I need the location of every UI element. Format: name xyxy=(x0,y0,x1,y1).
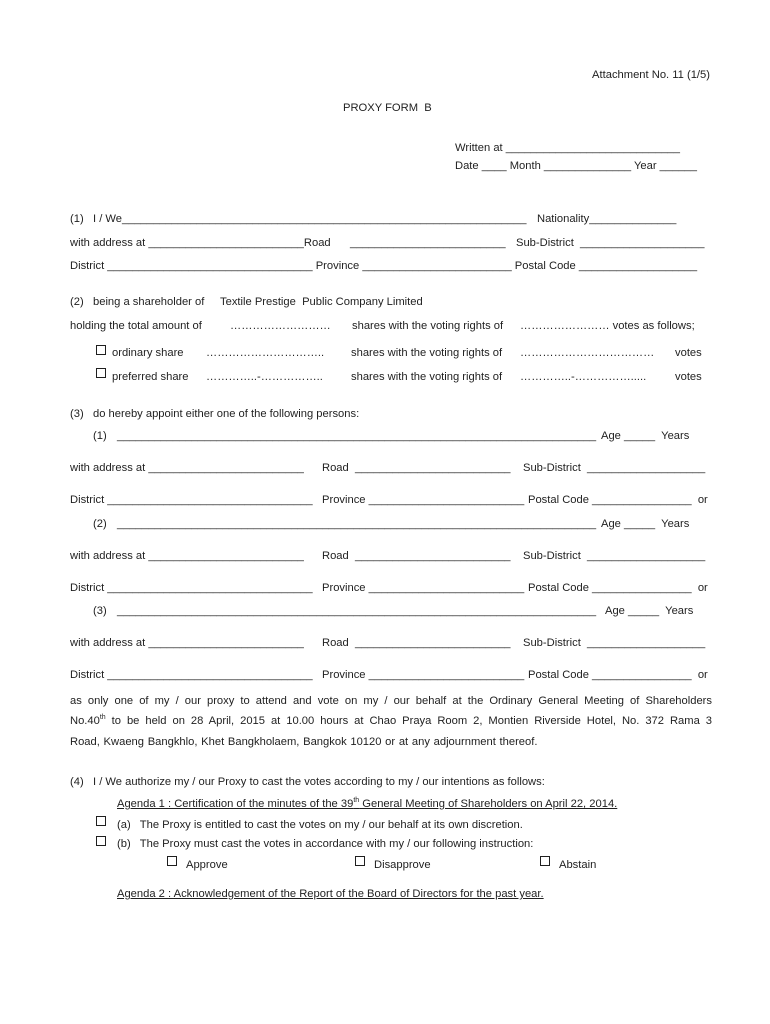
meeting-paragraph-line3: Road, Kwaeng Bangkhlo, Khet Bangkholaem, Bangkok 10120 or at any adjournment thereof. xyxy=(70,736,538,748)
proxy-district-field[interactable]: District _________________________________ xyxy=(70,494,313,506)
proxy-age-field[interactable]: Age _____ Years xyxy=(601,430,690,442)
proxy-age-field[interactable]: Age _____ Years xyxy=(605,605,694,617)
ordinary-shares-field[interactable]: ………………………….. xyxy=(206,347,325,359)
proxy-province-field[interactable]: Province _________________________ xyxy=(322,494,525,506)
proxy-province-field[interactable]: Province _________________________ xyxy=(322,669,525,681)
option-a-label: (a) The Proxy is entitled to cast the votes on my / our behalf at its own discretion. xyxy=(117,819,523,831)
total-votes-field[interactable]: …………………… votes as follows; xyxy=(520,320,695,332)
proxy-name-field[interactable]: _____________________________________________________________________________ xyxy=(117,430,597,442)
date-field[interactable]: Date ____ Month ______________ Year ______ xyxy=(455,160,697,172)
approve-label: Approve xyxy=(186,859,228,871)
preferred-share-label: preferred share xyxy=(112,371,189,383)
appoint-heading: (3) do hereby appoint either one of the following persons: xyxy=(70,408,360,420)
abstain-checkbox[interactable] xyxy=(540,856,550,866)
proxy-road-field[interactable]: Road _________________________ xyxy=(322,637,511,649)
sub-district-field[interactable]: Sub-District ____________________ xyxy=(516,237,705,249)
proxy-district-field[interactable]: District _________________________________ xyxy=(70,582,313,594)
agenda-2-heading: Agenda 2 : Acknowledgement of the Report of the Board of Directors for the past year. xyxy=(117,888,544,900)
abstain-label: Abstain xyxy=(559,859,597,871)
preferred-votes-label: votes xyxy=(675,371,702,383)
proxy-road-field[interactable]: Road _________________________ xyxy=(322,550,511,562)
proxy-age-field[interactable]: Age _____ Years xyxy=(601,518,690,530)
proxy-sub-district-field[interactable]: Sub-District ___________________ xyxy=(523,462,706,474)
proxy-name-field[interactable]: _____________________________________________________________________________ xyxy=(117,605,597,617)
nationality-field[interactable]: Nationality______________ xyxy=(537,213,677,225)
attachment-number: Attachment No. 11 (1/5) xyxy=(592,69,710,81)
proxy-sub-district-field[interactable]: Sub-District ___________________ xyxy=(523,550,706,562)
ordinary-votes-label: votes xyxy=(675,347,702,359)
preferred-shares-field[interactable]: …………..-…………….. xyxy=(206,371,323,383)
road-field[interactable]: _________________________ xyxy=(350,237,506,249)
proxy-postal-code-field[interactable]: Postal Code ________________ or xyxy=(528,494,708,506)
preferred-share-checkbox[interactable] xyxy=(96,368,106,378)
proxy-district-field[interactable]: District _________________________________ xyxy=(70,669,313,681)
preferred-rights-label: shares with the voting rights of xyxy=(351,371,503,383)
ordinary-votes-field[interactable]: ……………………………… xyxy=(520,347,655,359)
disapprove-checkbox[interactable] xyxy=(355,856,365,866)
shareholder-name-field[interactable]: (1) I / We_________________________________________________________________ xyxy=(70,213,527,225)
proxy-postal-code-field[interactable]: Postal Code ________________ or xyxy=(528,669,708,681)
meeting-paragraph-line2: No.40th to be held on 28 April, 2015 at 10.00 hours at Chao Praya Room 2, Montien Riverside Hotel, No. 372 Rama 3 xyxy=(70,714,712,727)
authorize-heading: (4) I / We authorize my / our Proxy to cast the votes according to my / our intentions as follows: xyxy=(70,776,545,788)
ordinary-rights-label: shares with the voting rights of xyxy=(351,347,503,359)
proxy-address-field[interactable]: with address at _________________________ xyxy=(70,550,304,562)
option-a-checkbox[interactable] xyxy=(96,816,106,826)
proxy-postal-code-field[interactable]: Postal Code ________________ or xyxy=(528,582,708,594)
proxy-road-field[interactable]: Road _________________________ xyxy=(322,462,511,474)
total-shares-field[interactable]: ……………………… xyxy=(230,320,331,332)
ordinary-share-label: ordinary share xyxy=(112,347,184,359)
proxy-address-field[interactable]: with address at _________________________ xyxy=(70,462,304,474)
total-amount-label: holding the total amount of xyxy=(70,320,202,332)
proxy-number: (2) xyxy=(93,518,107,530)
written-at-field[interactable]: Written at ____________________________ xyxy=(455,142,680,154)
company-name: Textile Prestige Public Company Limited xyxy=(220,296,423,308)
disapprove-label: Disapprove xyxy=(374,859,431,871)
form-title: PROXY FORM B xyxy=(343,102,432,114)
preferred-votes-field[interactable]: …………..-……………..... xyxy=(520,371,647,383)
proxy-name-field[interactable]: _____________________________________________________________________________ xyxy=(117,518,597,530)
proxy-number: (3) xyxy=(93,605,107,617)
address-field[interactable]: with address at _________________________Road xyxy=(70,237,331,249)
approve-checkbox[interactable] xyxy=(167,856,177,866)
meeting-paragraph-line1: as only one of my / our proxy to attend and vote on my / our behalf at the Ordinary General Meeting of Shareholders xyxy=(70,695,712,707)
proxy-province-field[interactable]: Province _________________________ xyxy=(322,582,525,594)
option-b-label: (b) The Proxy must cast the votes in accordance with my / our following instruction: xyxy=(117,838,534,850)
agenda-1-heading: Agenda 1 : Certification of the minutes of the 39th General Meeting of Shareholders on April 22, 2014. xyxy=(117,797,618,810)
proxy-address-field[interactable]: with address at _________________________ xyxy=(70,637,304,649)
shareholder-of-label: (2) being a shareholder of xyxy=(70,296,205,308)
voting-rights-label: shares with the voting rights of xyxy=(352,320,504,332)
option-b-checkbox[interactable] xyxy=(96,836,106,846)
ordinary-share-checkbox[interactable] xyxy=(96,345,106,355)
district-province-postal-field[interactable]: District _________________________________ Province ________________________ Postal Code ___________________ xyxy=(70,260,698,272)
proxy-number: (1) xyxy=(93,430,107,442)
proxy-sub-district-field[interactable]: Sub-District ___________________ xyxy=(523,637,706,649)
